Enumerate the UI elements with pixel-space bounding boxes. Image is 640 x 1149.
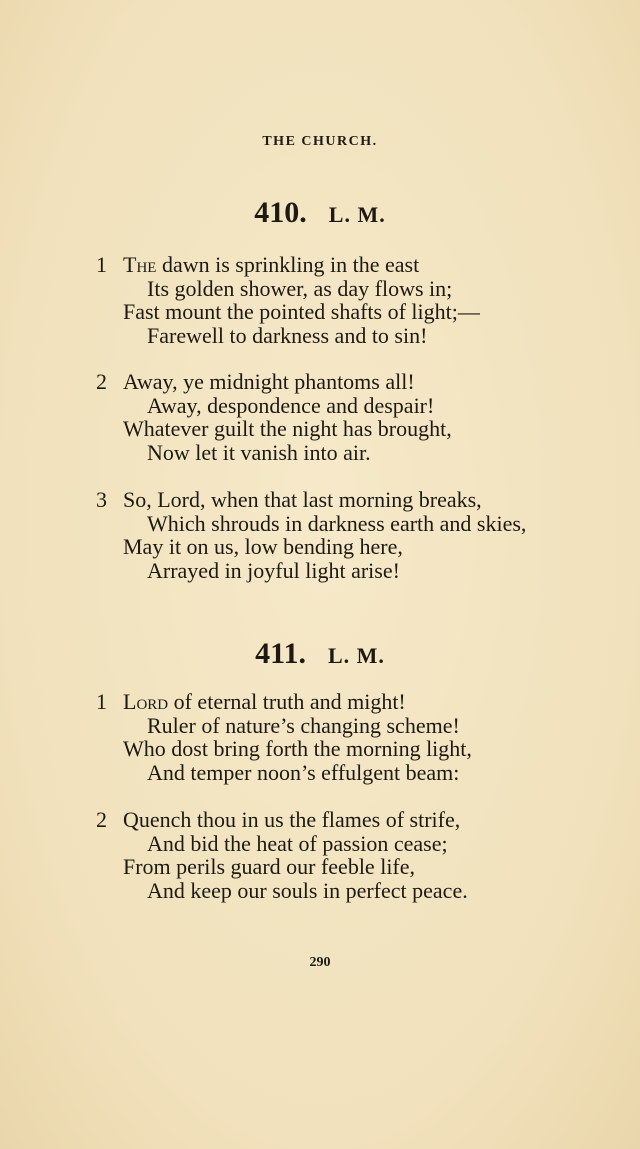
verse-line: And keep our souls in perfect peace. bbox=[147, 877, 468, 903]
hymn-heading bbox=[0, 637, 640, 671]
verse-line: Its golden shower, as day flows in; bbox=[147, 275, 453, 301]
verse-text: Away, ye midnight phantoms all! bbox=[123, 369, 415, 394]
verse-text: of eternal truth and might! bbox=[168, 689, 406, 714]
verse-line bbox=[96, 488, 616, 512]
verse-text: So, Lord, when that last morning breaks, bbox=[123, 487, 482, 512]
verse-line: Whatever guilt the night has brought, bbox=[123, 416, 452, 441]
stanza-number: 2 bbox=[96, 369, 107, 394]
stanza bbox=[96, 808, 616, 902]
verse-line: May it on us, low bending here, bbox=[123, 534, 403, 559]
stanza bbox=[96, 690, 616, 784]
hymn-number: 410. bbox=[254, 196, 307, 229]
first-word: The bbox=[123, 252, 157, 277]
verse-text: dawn is sprinkling in the east bbox=[156, 252, 420, 277]
stanza bbox=[96, 370, 616, 464]
verse-line bbox=[96, 370, 616, 394]
hymn-number: 411. bbox=[255, 637, 306, 670]
verse-line: And temper noon’s effulgent beam: bbox=[147, 759, 460, 785]
verse-line bbox=[96, 808, 616, 832]
verse-line: Farewell to darkness and to sin! bbox=[147, 322, 428, 348]
hymn-meter: L. M. bbox=[328, 202, 386, 227]
verse-line: Ruler of nature’s changing scheme! bbox=[147, 712, 460, 738]
hymn-heading bbox=[0, 196, 640, 230]
stanza bbox=[96, 488, 616, 582]
verse-line: Which shrouds in darkness earth and skies, bbox=[147, 510, 527, 536]
verse-line: Away, despondence and despair! bbox=[147, 392, 435, 418]
stanza bbox=[96, 253, 616, 347]
verse-line: Arrayed in joyful light arise! bbox=[147, 557, 400, 583]
running-head: THE CHURCH. bbox=[262, 134, 378, 149]
verse-line: Fast mount the pointed shafts of light;— bbox=[123, 299, 480, 324]
page-number: 290 bbox=[309, 955, 331, 970]
stanza-number: 3 bbox=[96, 487, 107, 512]
hymn-meter: L. M. bbox=[327, 643, 385, 668]
first-word: Lord bbox=[123, 689, 169, 714]
stanza-number: 1 bbox=[96, 252, 107, 277]
verse-line bbox=[96, 253, 616, 277]
stanza-number: 2 bbox=[96, 807, 107, 832]
verse-line: Who dost bring forth the morning light, bbox=[123, 736, 472, 761]
verse-text: Quench thou in us the flames of strife, bbox=[123, 807, 461, 832]
verse-line: From perils guard our feeble life, bbox=[123, 854, 416, 879]
verse-line bbox=[96, 690, 616, 714]
verse-line: And bid the heat of passion cease; bbox=[147, 830, 448, 856]
verse-line: Now let it vanish into air. bbox=[147, 439, 371, 465]
stanza-number: 1 bbox=[96, 689, 107, 714]
